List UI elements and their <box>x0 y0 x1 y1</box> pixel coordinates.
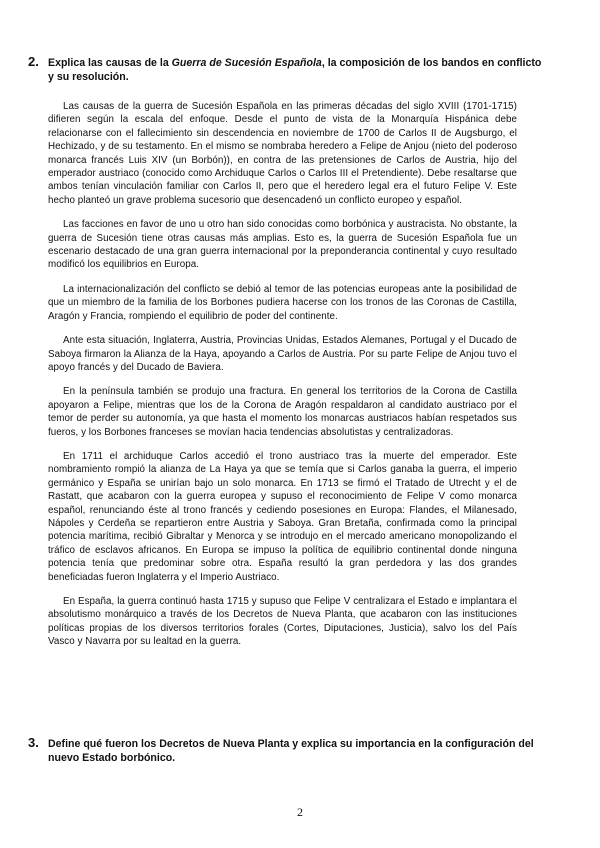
paragraph-alliances: Ante esta situación, Inglaterra, Austria, Provincias Unidas, Estados Alemanes, Portugal y el Ducado de Saboya firmaron la Alianza de la Haya, apoyando a Carlos de Austria. Por su parte Felipe de Anjou tuvo el apoyo francés y del Ducado de Baviera. <box>48 335 517 373</box>
paragraph-causes: Las causas de la guerra de Sucesión Española en las primeras décadas del siglo XVIII (1701-1715) difieren según la escala del enfoque. Desde el punto de vista de la Monarquía Hispánica debe relacionarse con el fallecimiento sin descendencia en noviembre de 1700 de Carlos II de Augsburgo, el Hechizado, y de su testamento. En el mismo se nombraba heredero a Felipe de Anjou (nieto del poderoso monarca francés Luis XIV (un Borbón)), en contra de las pretensiones de Carlos de Austria, hijo del emperador austriaco (conocido como Archiduque Carlos o Carlos III el Pretendiente). Debe resaltarse que ambos tenían vinculación familiar con Carlos II, pero que el heredero legal era el futuro Felipe V. Este hecho planteó un grave problema sucesorio que desencadenó un conflicto europeo y español. <box>48 101 517 206</box>
paragraph-internationalization: La internacionalización del conflicto se debió al temor de las potencias europeas ante la posibilidad de que un miembro de la familia de los Borbones pudiera hacerse con los tronos de las Coronas de Castilla, Aragón y Francia, rompiendo el equilibrio de poder del continente. <box>48 283 517 322</box>
question-3-text: Define qué fueron los Decretos de Nueva Planta y explica su importancia en la configuración del nuevo Estado borbónico. <box>48 738 534 764</box>
question-2-text: Explica las causas de la Guerra de Sucesión Española, la composición de los bandos en conflicto y su resolución. <box>48 57 542 83</box>
page-number: 2 <box>297 805 303 819</box>
question-3-heading <box>28 737 548 765</box>
paragraph-peninsula: En la península también se produjo una fractura. En general los territorios de la Corona de Castilla apoyaron a Felipe, mientras que los de la Corona de Aragón respaldaron al candidato austriaco por el temor de perder su autonomía, ya que hasta el momento los monarcas austriacos habían respetados sus fueros, y los Borbones franceses se movían hacia tendencias absolutistas y centralizadoras. <box>48 386 517 438</box>
question-3-number: 3. <box>28 735 39 750</box>
answer-body <box>48 100 517 660</box>
question-2-heading <box>28 56 548 84</box>
paragraph-spain: En España, la guerra continuó hasta 1715 y supuso que Felipe V centralizara el Estado e implantara el absolutismo monárquico a través de los Decretos de Nueva Planta, que acabaron con las instituciones políticas propias de los diversos territorios forales (Cortes, Diputaciones, Justicia), salvo los del País Vasco y Navarra por su lealtad en la guerra. <box>48 596 517 648</box>
paragraph-resolution: En 1711 el archiduque Carlos accedió el trono austriaco tras la muerte del emperador. Este nombramiento rompió la alianza de La Haya ya que se temía que si Carlos ganaba la guerra, el imperio germánico y España se unirían bajo un solo monarca. En 1713 se firmó el Tratado de Utrecht y el de Rastatt, que acabaron con la guerra europea y supuso el reconocimiento de Felipe V como monarca español, renunciando éste al trono francés y cediendo posesiones en Europa: Flandes, el Milanesado, Nápoles y Cerdeña se repartieron entre Austria y Saboya. Gran Bretaña, confirmada como la principal potencia marítima, recibió Gibraltar y Menorca y se introdujo en el mercado americano monopolizando el tráfico de esclavos africanos. En Europa se impuso la política de equilibrio continental donde ninguna potencia tenía que predominar sobre otra. España resultó la gran perdedora y las dos grandes beneficiadas fueron Inglaterra y el Imperio Austriaco. <box>48 450 517 583</box>
paragraph-factions: Las facciones en favor de uno u otro han sido conocidas como borbónica y austracista. No obstante, la guerra de Sucesión tiene otras causas más amplias. Esto es, la guerra de Sucesión Española fue un escenario destacado de una gran guerra internacional por la preponderancia continental y cuyo resultado modificó los equilibrios en Europa. <box>48 219 517 271</box>
question-2-italic-title: Guerra de Sucesión Española <box>171 57 322 69</box>
question-2-number: 2. <box>28 54 39 69</box>
